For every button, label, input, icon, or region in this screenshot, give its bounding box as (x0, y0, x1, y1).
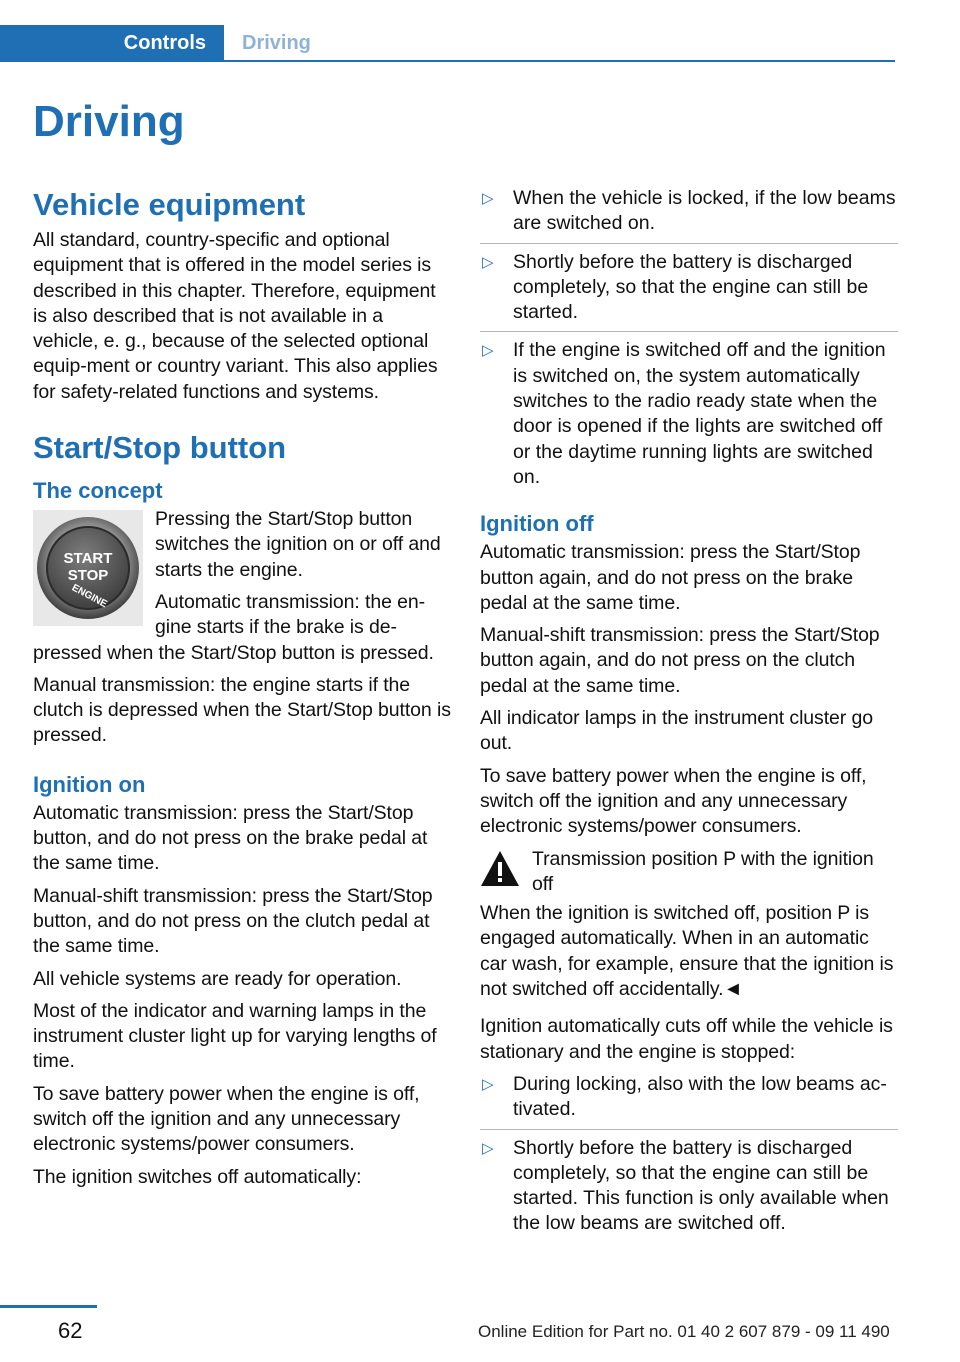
triangle-bullet-icon: ▷ (482, 1139, 494, 1157)
paragraph-ignition-off-4: To save battery power when the engine is off, switch off the ignition and any unnecessary electronic systems/power consumers. (480, 764, 867, 838)
list-item: ▷ Shortly before the battery is discharged completely, so that the engine can still be started. This function is only available when the low beams are switched off. (480, 1129, 898, 1243)
heading-ignition-off: Ignition off (480, 511, 594, 537)
warning-title: Transmission position P with the ignition off (532, 847, 874, 895)
paragraph-ignition-on-5: To save battery power when the engine is off, switch off the ignition and any unnecessary electronic systems/power consumers. (33, 1082, 420, 1156)
heading-ignition-on: Ignition on (33, 771, 146, 797)
paragraph-auto-cutoff: Ignition automatically cuts off while the vehicle is stationary and the engine is stopped: (480, 1015, 893, 1063)
left-column (33, 186, 451, 1197)
paragraph-vehicle-equipment: All standard, country-specific and optional equipment that is offered in the model series is described in this chapter. Therefore, equipment is also described that is not available in a vehicle, e. g., because of the selected optional equip-ment or country variant. This also applies for safety-related functions and systems. (33, 229, 438, 403)
triangle-bullet-icon: ▷ (482, 253, 494, 271)
heading-concept: The concept (33, 478, 163, 504)
warning-triangle-icon (480, 849, 520, 889)
warning-block (480, 847, 898, 898)
paragraph-concept-2: Automatic transmission: the en-gine starts if the brake is de-pressed when the Start/Stop button is pressed. (33, 590, 434, 664)
tab-controls[interactable]: Controls (0, 25, 224, 62)
paragraph-concept-1: Pressing the Start/Stop button switches the ignition on or off and starts the engine. (155, 508, 441, 581)
tab-driving[interactable]: Driving (242, 32, 311, 54)
paragraph-ignition-on-3: All vehicle systems are ready for operation. (33, 967, 402, 990)
button-engine-text: ENGINE (69, 582, 109, 611)
triangle-bullet-icon: ▷ (482, 1075, 494, 1093)
auto-off-list (480, 186, 898, 496)
edition-note: Online Edition for Part no. 01 40 2 607 879 - 09 11 490 (478, 1322, 890, 1341)
cutoff-list (480, 1072, 898, 1243)
triangle-bullet-icon: ▷ (482, 342, 494, 360)
paragraph-ignition-off-3: All indicator lamps in the instrument cluster go out. (480, 707, 873, 755)
button-start-text: START (63, 550, 113, 568)
paragraph-ignition-on-2: Manual-shift transmission: press the Start/Stop button, and do not press on the clutch pedal at the same time. (33, 884, 433, 958)
paragraph-ignition-off-2: Manual-shift transmission: press the Start/Stop button again, and do not press on the clutch pedal at the same time. (480, 624, 880, 697)
paragraph-warning: When the ignition is switched off, position P is engaged automatically. When in an automatic car wash, for example, ensure that the ignition is not switched off accidentally.◄ (480, 902, 894, 1001)
triangle-bullet-icon: ▷ (482, 190, 494, 207)
page-title: Driving (33, 97, 185, 146)
header-tabs (0, 25, 895, 62)
paragraph-ignition-on-6: The ignition switches off automatically: (33, 1165, 362, 1188)
start-stop-button-icon (35, 515, 141, 621)
page-number: 62 (58, 1318, 83, 1343)
paragraph-ignition-off-1: Automatic transmission: press the Start/Stop button again, and do not press on the brake pedal at the same time. (480, 541, 861, 614)
paragraph-ignition-on-1: Automatic transmission: press the Start/Stop button, and do not press on the brake pedal at the same time. (33, 801, 428, 875)
right-column (480, 186, 898, 1253)
heading-vehicle-equipment: Vehicle equipment (33, 187, 306, 222)
heading-start-stop: Start/Stop button (33, 430, 287, 466)
list-item: ▷ Shortly before the battery is discharged completely, so that the engine can still be started. (480, 243, 898, 332)
list-item: ▷ During locking, also with the low beams ac-tivated. (482, 1072, 887, 1121)
start-stop-button-image (33, 510, 143, 626)
paragraph-ignition-on-4: Most of the indicator and warning lamps in the instrument cluster light up for varying lengths of time. (33, 999, 437, 1073)
button-stop-text: STOP (67, 567, 109, 585)
paragraph-concept-3: Manual transmission: the engine starts if the clutch is depressed when the Start/Stop button is pressed. (33, 673, 451, 747)
list-item: ▷ When the vehicle is locked, if the low beams are switched on. (482, 187, 896, 235)
footer-rule (0, 1305, 97, 1308)
list-item: ▷ If the engine is switched off and the ignition is switched on, the system automatically switches to the radio ready state when the door is opened if the lights are switched off or the daytime running lights are switched on. (480, 331, 898, 496)
concept-block (33, 507, 451, 749)
